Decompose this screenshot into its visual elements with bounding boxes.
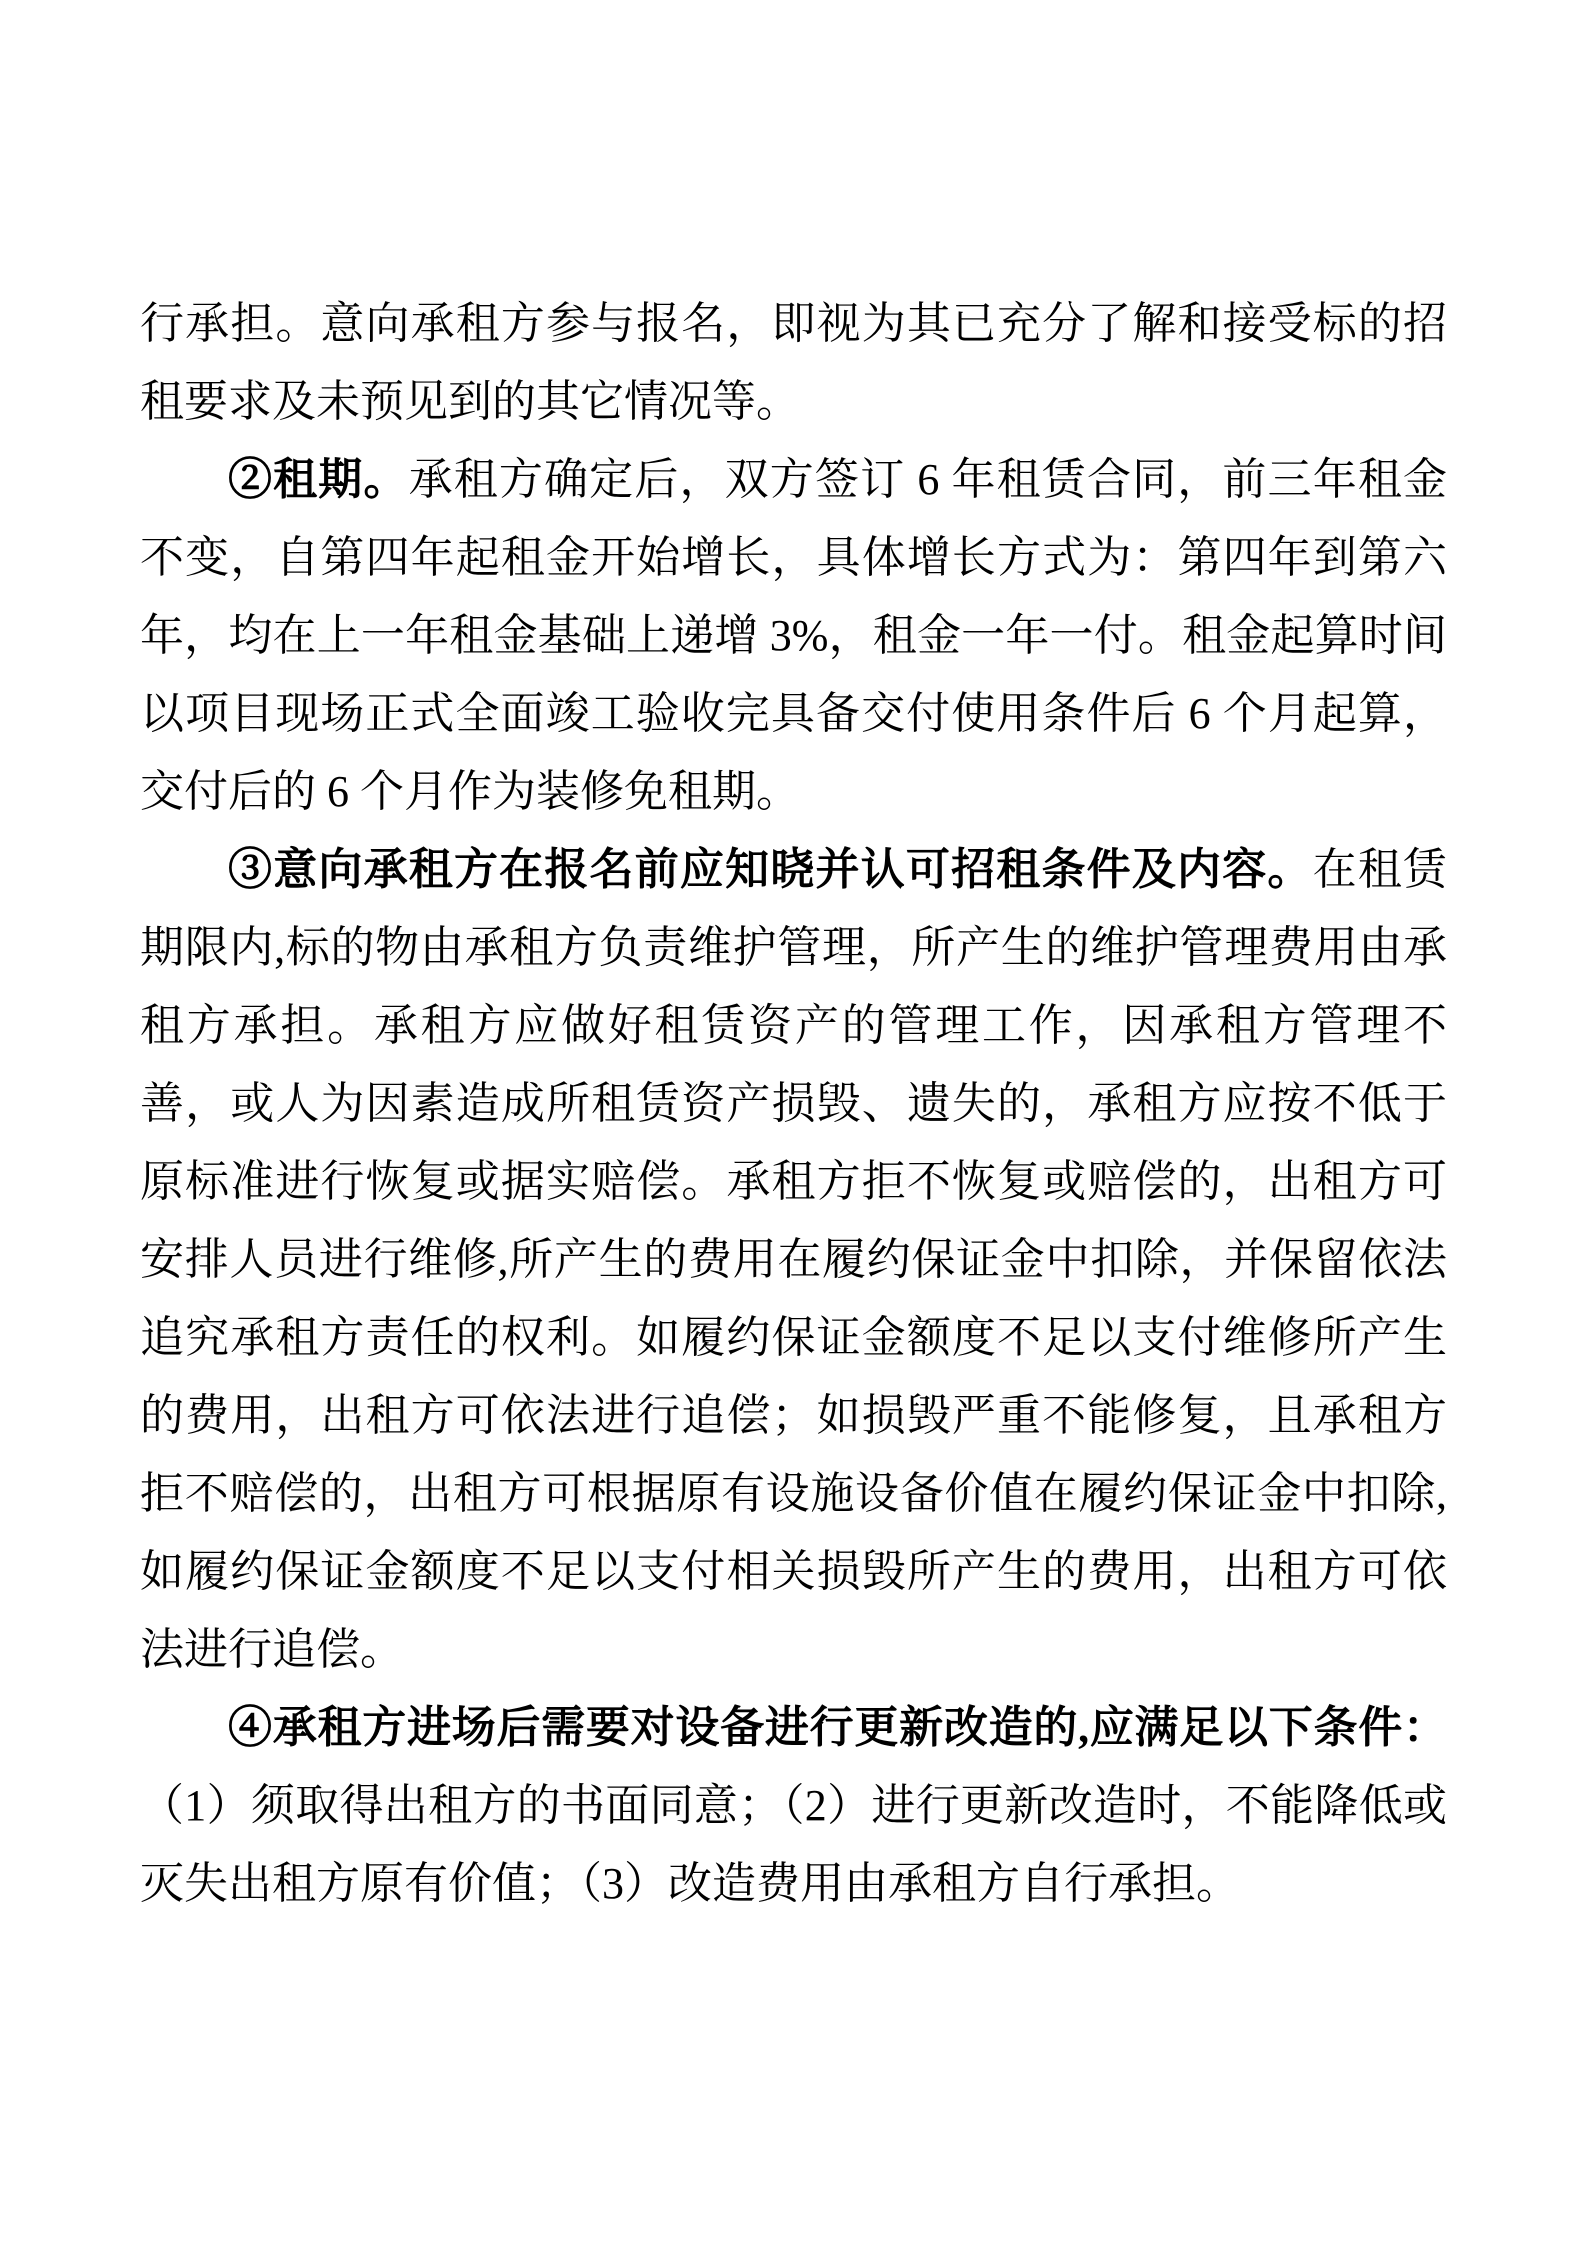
paragraph-continuation: [140, 285, 1447, 441]
paragraph-clause-3-conditions: [140, 831, 1447, 1689]
clause-4-heading: ④承租方进场后需要对设备进行更新改造的,应满足以下条件：: [228, 1703, 1447, 1752]
body-text: （1）须取得出租方的书面同意；（2）进行更新改造时，不能降低或灭失出租方原有价值；（3）改造费用由承租方自行承担。: [140, 1781, 1447, 1908]
body-text: 行承担。意向承租方参与报名，即视为其已充分了解和接受标的招租要求及未预见到的其它情况等。: [140, 299, 1447, 426]
paragraph-clause-2-rent-term: [140, 441, 1447, 831]
paragraph-clause-4-renovation: [140, 1689, 1447, 1923]
body-text: 在租赁期限内,标的物由承租方负责维护管理，所产生的维护管理费用由承租方承担。承租方应做好租赁资产的管理工作，因承租方管理不善，或人为因素造成所租赁资产损毁、遗失的，承租方应按不低于原标准进行恢复或据实赔偿。承租方拒不恢复或赔偿的，出租方可安排人员进行维修,所产生的费用在履约保证金中扣除，并保留依法追究承租方责任的权利。如履约保证金额度不足以支付维修所产生的费用，出租方可依法进行追偿；如损毁严重不能修复，且承租方拒不赔偿的，出租方可根据原有设施设备价值在履约保证金中扣除,如履约保证金额度不足以支付相关损毁所产生的费用，出租方可依法进行追偿。: [140, 845, 1448, 1674]
body-text: 承租方确定后，双方签订 6 年租赁合同，前三年租金不变，自第四年起租金开始增长，具体增长方式为：第四年到第六年，均在上一年租金基础上递增 3%，租金一年一付。租金起算时间以项目现场正式全面竣工验收完具备交付使用条件后 6 个月起算，交付后的 6 个月作为装修免租期。: [140, 455, 1447, 816]
clause-3-heading: ③意向承租方在报名前应知晓并认可招租条件及内容。: [228, 845, 1313, 894]
clause-2-heading: ②租期。: [228, 455, 409, 504]
